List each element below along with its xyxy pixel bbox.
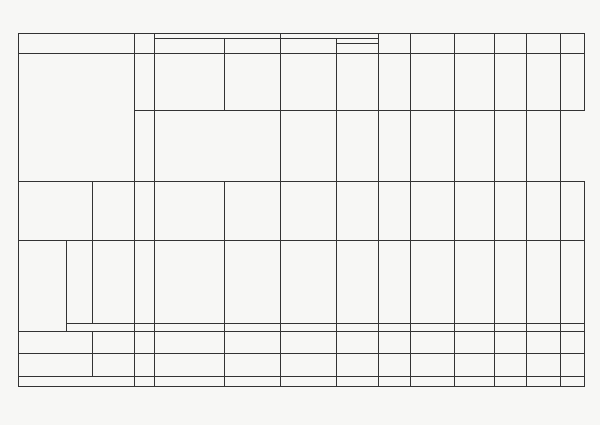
table-cell — [225, 376, 281, 386]
table-cell — [411, 54, 455, 111]
table-cell — [495, 182, 527, 241]
table-cell — [455, 354, 495, 376]
header-cell — [527, 34, 561, 54]
table-cell — [225, 354, 281, 376]
table-cell — [135, 332, 155, 354]
section-label — [19, 240, 67, 331]
table-cell — [155, 54, 225, 111]
table-cell — [281, 354, 337, 376]
table-row — [19, 240, 585, 323]
table-cell — [495, 240, 527, 323]
header-cell — [337, 44, 379, 54]
table-cell — [527, 324, 561, 332]
table-cell — [527, 240, 561, 323]
section-category — [93, 332, 135, 354]
table-row — [19, 332, 585, 354]
table-cell — [155, 111, 281, 182]
table-cell — [495, 332, 527, 354]
table-row — [19, 324, 585, 332]
section-label — [19, 182, 93, 241]
header-cell — [155, 39, 225, 54]
table-cell — [337, 324, 379, 332]
table-cell — [135, 376, 155, 386]
table-cell — [281, 324, 337, 332]
header-cell — [135, 34, 155, 54]
header-cell — [561, 34, 585, 54]
table-cell — [561, 240, 585, 323]
table-cell — [337, 54, 379, 111]
section-sublabel — [67, 240, 93, 323]
table-cell — [379, 376, 411, 386]
table-cell — [281, 240, 337, 323]
table-cell — [455, 376, 495, 386]
table-cell — [225, 324, 281, 332]
table-cell — [379, 182, 411, 241]
header-cell — [455, 34, 495, 54]
table-cell — [455, 182, 495, 241]
table-cell — [337, 111, 379, 182]
table-cell — [281, 376, 337, 386]
section-category — [93, 354, 135, 376]
table-cell — [281, 182, 337, 241]
table-cell — [379, 111, 411, 182]
table-cell — [455, 240, 495, 323]
table-cell — [337, 376, 379, 386]
section-label — [19, 354, 93, 376]
header-cell — [495, 34, 527, 54]
table-cell — [495, 376, 527, 386]
table-cell — [455, 111, 495, 182]
table-cell — [411, 354, 455, 376]
table-cell — [135, 182, 155, 241]
header-cell — [281, 39, 337, 54]
table-cell — [379, 332, 411, 354]
table-cell — [379, 324, 411, 332]
table-cell — [411, 240, 455, 323]
section-detail — [155, 332, 225, 354]
table-cell — [495, 54, 527, 111]
section-label — [19, 332, 93, 354]
table-cell — [527, 54, 561, 111]
table-cell — [411, 332, 455, 354]
section-category — [93, 240, 135, 323]
table-cell — [411, 111, 455, 182]
table-cell — [337, 354, 379, 376]
table-cell — [527, 182, 561, 241]
header-cell — [225, 39, 281, 54]
header-category — [19, 34, 135, 54]
table-cell — [527, 354, 561, 376]
table-cell — [337, 182, 379, 241]
table-cell — [495, 354, 527, 376]
table-cell — [155, 376, 225, 386]
table-cell — [281, 54, 337, 111]
table-cell — [527, 376, 561, 386]
table-cell — [495, 111, 527, 182]
section-detail — [155, 182, 225, 241]
table-cell — [527, 111, 561, 182]
table-cell — [495, 324, 527, 332]
table-cell — [411, 376, 455, 386]
header-cell — [411, 34, 455, 54]
section-label — [19, 376, 135, 386]
table-cell — [155, 324, 225, 332]
table-cell — [411, 182, 455, 241]
table-row — [19, 354, 585, 376]
table-cell — [561, 324, 585, 332]
table-cell — [225, 240, 281, 323]
table-cell — [561, 182, 585, 241]
table-cell — [135, 111, 155, 182]
table-cell — [337, 240, 379, 323]
table-cell — [337, 332, 379, 354]
table-cell — [379, 54, 411, 111]
table-row — [19, 376, 585, 386]
section-category — [93, 182, 135, 241]
section-detail — [155, 354, 225, 376]
table-cell — [135, 54, 155, 111]
table-row — [19, 54, 585, 111]
table-cell — [411, 324, 455, 332]
table-cell — [561, 332, 585, 354]
table-cell — [379, 240, 411, 323]
row-category — [19, 54, 135, 182]
table-cell — [225, 54, 281, 111]
table-row — [19, 182, 585, 241]
table-cell — [135, 354, 155, 376]
table-cell — [225, 182, 281, 241]
section-detail — [155, 240, 225, 323]
table-cell — [455, 54, 495, 111]
table-cell — [561, 376, 585, 386]
section-label — [67, 324, 135, 332]
table-cell — [135, 324, 155, 332]
table-cell — [281, 111, 337, 182]
table-cell — [561, 54, 585, 111]
table-cell — [225, 332, 281, 354]
table-cell — [135, 240, 155, 323]
table-cell — [527, 332, 561, 354]
table-cell — [561, 354, 585, 376]
table-cell — [379, 354, 411, 376]
table-cell — [455, 324, 495, 332]
summary-table — [18, 33, 585, 387]
table-cell — [281, 332, 337, 354]
header-cell — [379, 34, 411, 54]
table-cell — [455, 332, 495, 354]
